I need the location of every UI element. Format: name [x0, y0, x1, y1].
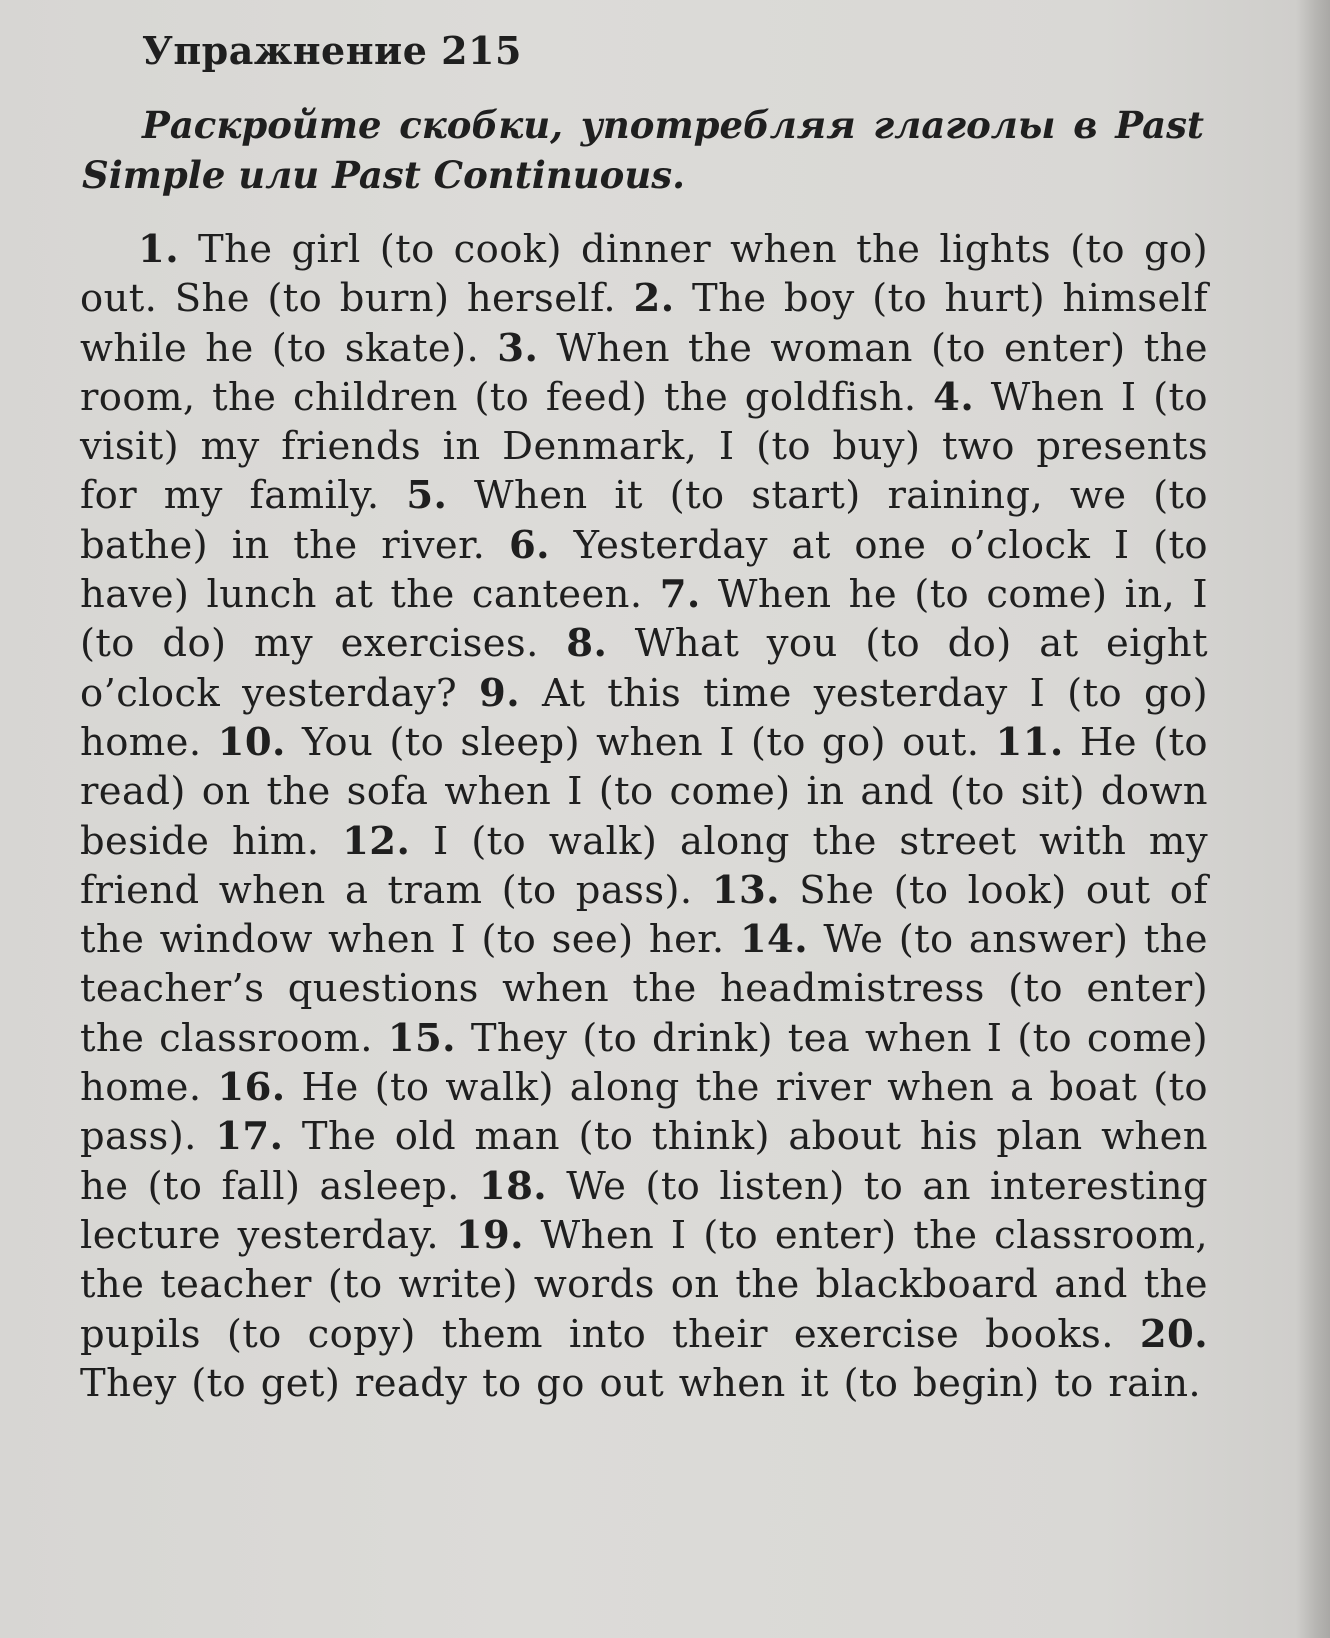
- exercise-item-text: When he (to come) in, I (to do) my exercises.: [80, 572, 1208, 667]
- exercise-item-text: They (to drink) tea when I (to come) home.: [80, 1015, 1208, 1111]
- exercise-item-number: 18.: [478, 1163, 548, 1209]
- exercise-item-number: 10.: [217, 719, 286, 765]
- exercise-item: [218, 720, 980, 765]
- exercise-item-text: Yesterday at one o’clock I (to have) lunch at the canteen.: [80, 522, 1209, 618]
- exercise-title: Упражнение 215: [142, 28, 522, 73]
- instruction-term-past-simple: Past Simple: [82, 103, 1204, 197]
- exercise-instruction: [82, 100, 1204, 200]
- instruction-text-3: .: [672, 153, 685, 197]
- exercise-item-number: 19.: [455, 1212, 524, 1258]
- exercise-item-text: We (to listen) to an interesting lecture yesterday.: [80, 1163, 1208, 1258]
- exercise-item-number: 5.: [406, 473, 448, 519]
- exercise-item-number: 2.: [633, 276, 675, 322]
- exercise-item-number: 20.: [1139, 1311, 1208, 1357]
- exercise-item-text: The girl (to cook) dinner when the lights (to go) out. She (to burn) herself.: [80, 227, 1208, 322]
- instruction-term-past-continuous: Past Continuous: [332, 153, 673, 197]
- exercise-item-text: When the woman (to enter) the room, the children (to feed) the goldfish.: [80, 325, 1208, 420]
- exercise-item-number: 3.: [497, 325, 539, 371]
- exercise-item-text: At this time yesterday I (to go) home.: [80, 670, 1209, 765]
- exercise-item-number: 9.: [479, 670, 520, 716]
- instruction-text-2: или: [225, 153, 333, 197]
- exercise-item-number: 8.: [566, 621, 608, 667]
- exercise-sentences: [80, 225, 1208, 1408]
- exercise-item-text: He (to walk) along the river when a boat (to pass).: [80, 1065, 1208, 1160]
- exercise-item-text: When it (to start) raining, we (to bathe) in the river.: [80, 473, 1208, 568]
- exercise-item-number: 7.: [659, 572, 701, 618]
- exercise-item-text: I (to walk) along the street with my friend when a tram (to pass).: [80, 818, 1208, 913]
- exercise-item-number: 11.: [995, 719, 1064, 765]
- exercise-item-number: 16.: [217, 1065, 286, 1111]
- exercise-item-text: The old man (to think) about his plan when he (to fall) asleep.: [80, 1114, 1209, 1209]
- exercise-item-text: When I (to enter) the classroom, the teacher (to write) words on the blackboard and the pupils (to copy) them into their exercise books.: [80, 1212, 1209, 1357]
- exercise-item-number: 12.: [342, 818, 411, 864]
- exercise-item-text: What you (to do) at eight o’clock yesterday?: [80, 621, 1208, 716]
- exercise-item-number: 13.: [711, 867, 780, 913]
- exercise-item-number: 1.: [138, 227, 179, 272]
- book-spine-shadow: [1296, 0, 1330, 1638]
- exercise-item-number: 14.: [739, 917, 809, 963]
- exercise-item-text: We (to answer) the teacher’s questions when the headmistress (to enter) the classroom.: [80, 917, 1208, 1061]
- exercise-item-number: 4.: [933, 374, 975, 420]
- exercise-item-number: 6.: [508, 522, 550, 568]
- exercise-item-text: You (to sleep) when I (to go) out.: [285, 719, 980, 765]
- exercise-item-number: 17.: [215, 1114, 284, 1160]
- exercise-item-text: She (to look) out of the window when I (to see) her.: [80, 867, 1208, 963]
- exercise-item-text: He (to read) on the sofa when I (to come) in and (to sit) down beside him.: [80, 719, 1208, 864]
- exercise-item-text: The boy (to hurt) himself while he (to skate).: [80, 276, 1208, 371]
- exercise-item-text: They (to get) ready to go out when it (to begin) to rain.: [80, 1360, 1202, 1406]
- instruction-text-1: Раскройте скобки, употребляя глаголы в: [142, 103, 1116, 147]
- exercise-item-number: 15.: [387, 1015, 456, 1061]
- exercise-item-text: When I (to visit) my friends in Denmark, I (to buy) two presents for my family.: [80, 374, 1208, 519]
